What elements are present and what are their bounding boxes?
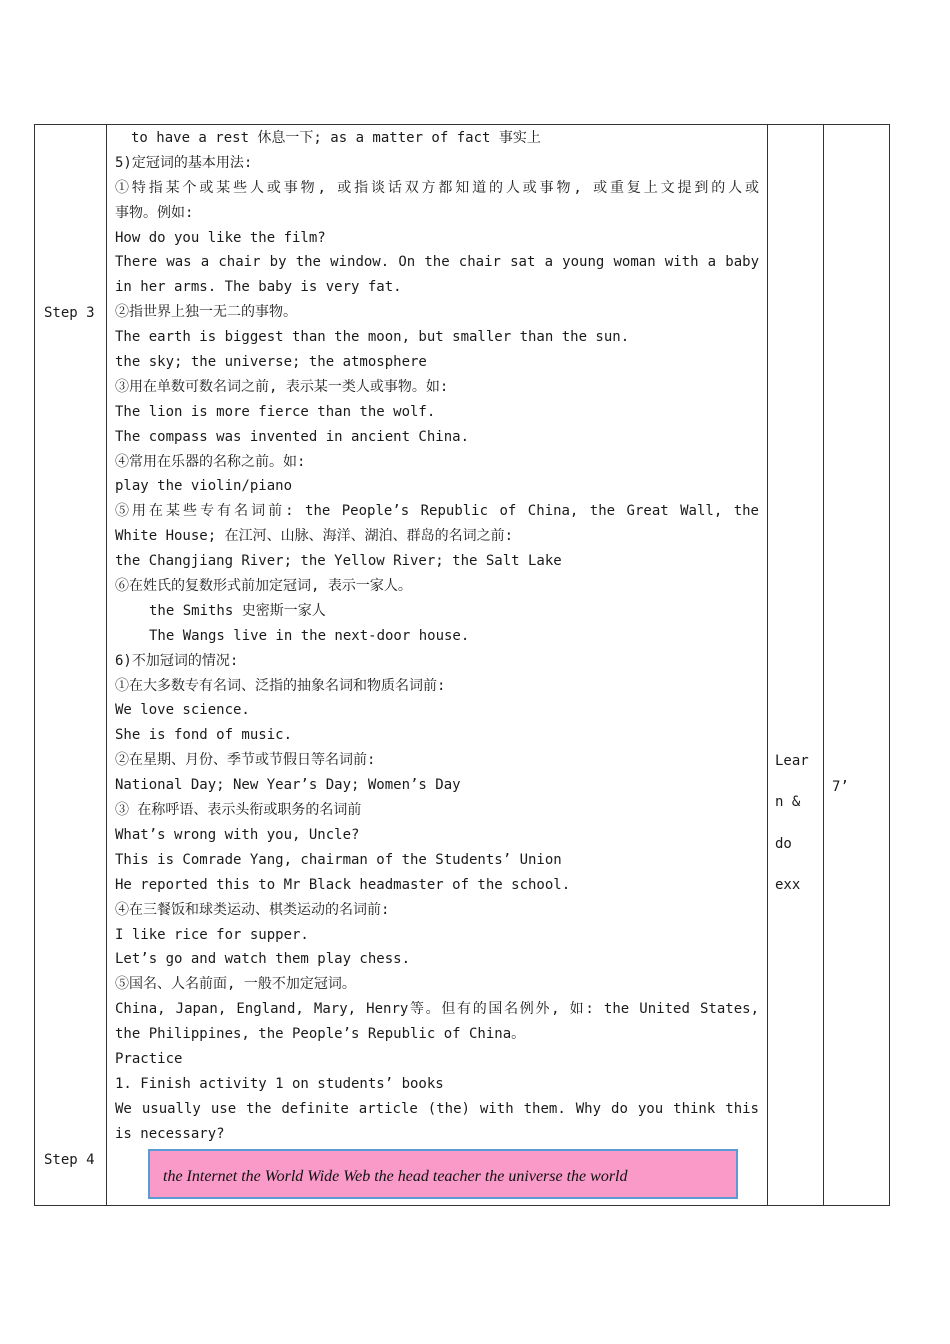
content-line: the Philippines, the People’s Republic of China。	[115, 1026, 526, 1043]
example-line: The Wangs live in the next-door house.	[149, 627, 470, 644]
example-line: the Smiths 史密斯一家人	[149, 602, 326, 619]
content-line: China, Japan, England, Mary, Henry等。但有的国名例外, 如: the United States,	[115, 1001, 759, 1018]
example-line: There was a chair by the window. On the chair sat a young woman with a baby	[115, 254, 759, 271]
example-line: This is Comrade Yang, chairman of the Students’ Union	[115, 851, 562, 868]
example-line: What’s wrong with you, Uncle?	[115, 826, 360, 843]
example-line: Let’s go and watch them play chess.	[115, 951, 411, 968]
content-line: ④在三餐饭和球类运动、棋类运动的名词前:	[115, 901, 390, 918]
example-line: The compass was invented in ancient China.	[115, 428, 470, 445]
content-line: ①特指某个或某些人或事物, 或指谈话双方都知道的人或事物, 或重复上文提到的人或	[115, 179, 759, 196]
section-heading: 6)不加冠词的情况:	[115, 652, 239, 669]
content-line: ⑥在姓氏的复数形式前加定冠词, 表示一家人。	[115, 578, 412, 595]
activity-text: do	[775, 836, 792, 852]
content-line: ④常用在乐器的名称之前。如:	[115, 453, 306, 470]
content-line: White House; 在江河、山脉、海洋、湖泊、群岛的名词之前:	[115, 528, 514, 545]
step-3-label: Step 3	[44, 305, 95, 321]
step-4-label: Step 4	[44, 1152, 95, 1168]
practice-instruction: 1. Finish activity 1 on students’ books	[115, 1075, 444, 1092]
vocabulary-text: the Internet the World Wide Web the head teacher the universe the world	[163, 1168, 628, 1185]
example-line: How do you like the film?	[115, 229, 326, 246]
lesson-table	[34, 124, 890, 1206]
content-line: ③用在单数可数名词之前, 表示某一类人或事物。如:	[115, 378, 449, 395]
column-divider	[823, 125, 824, 1205]
practice-question: is necessary?	[115, 1125, 225, 1142]
practice-question: We usually use the definite article (the) with them. Why do you think this	[115, 1100, 759, 1117]
column-divider	[106, 125, 107, 1205]
vocabulary-box	[148, 1149, 738, 1199]
example-line: The lion is more fierce than the wolf.	[115, 403, 436, 420]
content-line: ⑤用在某些专有名词前: the People’s Republic of China, the Great Wall, the	[115, 503, 759, 520]
example-line: the sky; the universe; the atmosphere	[115, 354, 427, 371]
content-line: ②在星期、月份、季节或节假日等名词前:	[115, 752, 376, 769]
content-line: ②指世界上独一无二的事物。	[115, 304, 297, 321]
content-line: ①在大多数专有名词、泛指的抽象名词和物质名词前:	[115, 677, 446, 694]
content-line: to have a rest 休息一下; as a matter of fact 事实上	[131, 130, 541, 146]
example-line: We love science.	[115, 702, 250, 719]
section-heading: 5)定冠词的基本用法:	[115, 154, 253, 171]
activity-text: Lear	[775, 753, 809, 769]
section-heading: Practice	[115, 1050, 183, 1067]
activity-text: n &	[775, 794, 801, 810]
content-line: ③ 在称呼语、表示头衔或职务的名词前	[115, 802, 362, 819]
example-line: He reported this to Mr Black headmaster of the school.	[115, 876, 571, 893]
example-line: I like rice for supper.	[115, 926, 309, 943]
example-line: play the violin/piano	[115, 478, 293, 495]
column-divider	[767, 125, 768, 1205]
content-line: 事物。例如:	[115, 204, 194, 221]
lesson-content	[115, 126, 759, 1147]
activity-text: exx	[775, 877, 801, 893]
example-line: National Day; New Year’s Day; Women’s Day	[115, 777, 461, 794]
example-line: She is fond of music.	[115, 727, 293, 744]
content-line: ⑤国名、人名前面, 一般不加定冠词。	[115, 976, 356, 993]
example-line: the Changjiang River; the Yellow River; the Salt Lake	[115, 553, 562, 570]
example-line: The earth is biggest than the moon, but smaller than the sun.	[115, 329, 630, 346]
example-line: in her arms. The baby is very fat.	[115, 279, 402, 296]
time-label: 7’	[832, 779, 849, 795]
